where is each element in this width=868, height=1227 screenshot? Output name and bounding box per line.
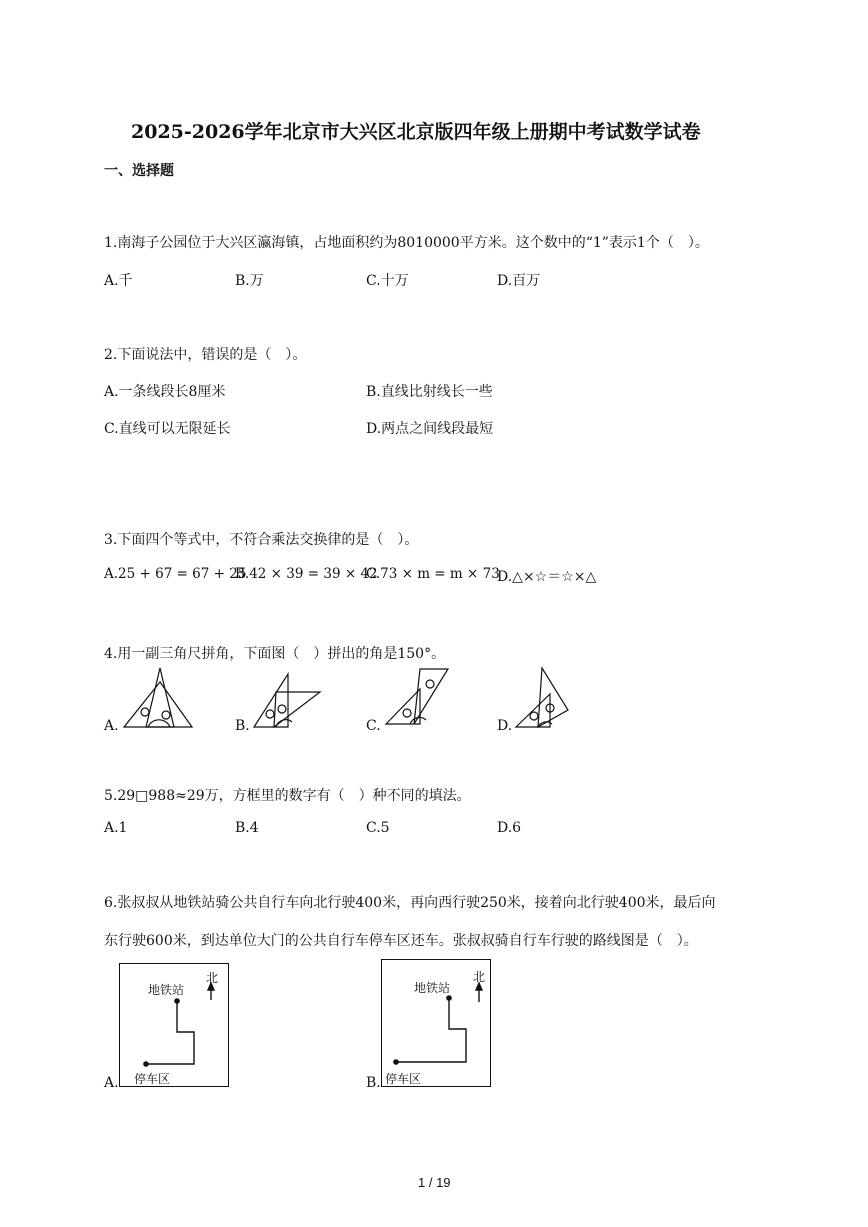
q2-option-c[interactable]: C.直线可以无限延长: [104, 421, 231, 437]
q4-option-c[interactable]: C.: [366, 718, 381, 734]
q5-option-a[interactable]: A.1: [104, 820, 128, 836]
q3-option-d[interactable]: D.△×☆＝☆×△: [497, 569, 597, 585]
question-2-text: 2.下面说法中，错误的是（ ）。: [104, 347, 307, 363]
q6-option-b[interactable]: B.: [366, 1075, 381, 1091]
q1-option-b[interactable]: B.万: [235, 273, 264, 289]
q5-option-c[interactable]: C.5: [366, 820, 390, 836]
page-number: 1 / 19: [418, 1175, 451, 1190]
q5-option-b[interactable]: B.4: [235, 820, 259, 836]
question-4-text: 4.用一副三角尺拼角，下面图（ ）拼出的角是150°。: [104, 646, 446, 662]
section-heading: 一、选择题: [104, 163, 174, 179]
q1-option-c[interactable]: C.十万: [366, 273, 409, 289]
q1-option-a[interactable]: A.千: [104, 273, 133, 289]
q6-map-b-parking-label: 停车区: [385, 1072, 422, 1086]
q4-figure-b: [248, 664, 328, 734]
q1-option-d[interactable]: D.百万: [497, 273, 541, 289]
q6-map-a-station-label: 地铁站: [148, 983, 185, 997]
q4-option-d[interactable]: D.: [497, 718, 513, 734]
question-6-text-line1: 6.张叔叔从地铁站骑公共自行车向北行驶400米，再向西行驶250米，接着向北行驶400米，最后向: [104, 895, 716, 911]
q2-option-b[interactable]: B.直线比射线长一些: [366, 384, 493, 400]
q4-figure-a: [118, 664, 198, 734]
question-3-text: 3.下面四个等式中，不符合乘法交换律的是（ ）。: [104, 532, 419, 548]
q5-option-d[interactable]: D.6: [497, 820, 522, 836]
q6-map-a-parking-label: 停车区: [134, 1072, 171, 1086]
q2-option-d[interactable]: D.两点之间线段最短: [366, 421, 494, 437]
question-6-text-line2: 东行驶600米，到达单位大门的公共自行车停车区还车。张叔叔骑自行车行驶的路线图是（ ）。: [104, 933, 698, 949]
q6-map-a: [119, 963, 229, 1087]
q4-figure-d: [510, 664, 580, 734]
q6-map-b: [381, 959, 491, 1087]
q6-option-a[interactable]: A.: [104, 1075, 119, 1091]
question-5-text: 5.29□988≈29万，方框里的数字有（ ）种不同的填法。: [104, 788, 471, 804]
q4-option-b[interactable]: B.: [235, 718, 250, 734]
q3-option-b[interactable]: B.42 × 39 = 39 × 42: [235, 566, 378, 582]
page-title: 2025-2026学年北京市大兴区北京版四年级上册期中考试数学试卷: [131, 121, 701, 143]
question-1-text: 1.南海子公园位于大兴区瀛海镇，占地面积约为8010000平方米。这个数中的“1”表示1个（ ）。: [104, 235, 709, 251]
q4-option-a[interactable]: A.: [104, 718, 119, 734]
q2-option-a[interactable]: A.一条线段长8厘米: [104, 384, 226, 400]
q4-figure-c: [380, 664, 460, 734]
q3-option-a[interactable]: A.25 + 67 = 67 + 25: [104, 566, 247, 582]
q6-map-b-station-label: 地铁站: [414, 981, 451, 995]
q6-map-b-north-label: 北: [473, 970, 486, 984]
q6-map-a-north-label: 北: [206, 971, 219, 985]
q3-option-c[interactable]: C.73 × m = m × 73: [366, 566, 500, 582]
